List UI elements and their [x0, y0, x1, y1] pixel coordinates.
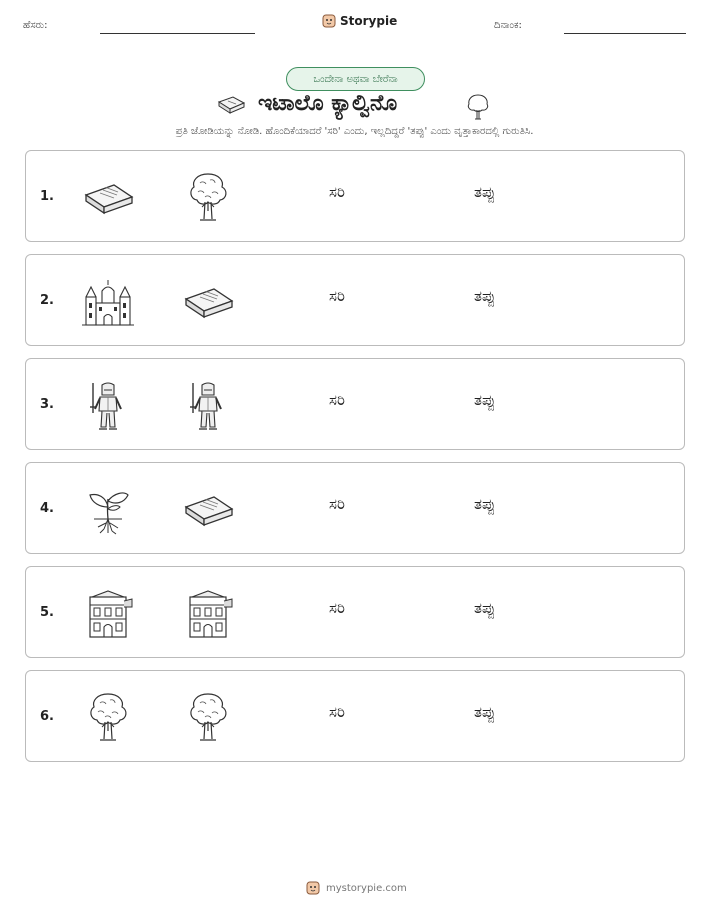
- tree-icon: [465, 92, 491, 122]
- choice-wrong[interactable]: ತಪ್ಪು: [474, 495, 496, 513]
- badge-label: ಒಂದೇನಾ ಅಥವಾ ಬೇರೆನಾ: [313, 73, 398, 85]
- brand-logo: [322, 13, 397, 29]
- book-icon: [180, 275, 236, 329]
- question-card-2: [25, 254, 685, 346]
- tree-icon: [180, 691, 236, 745]
- name-field[interactable]: [100, 33, 255, 34]
- castle-icon: [80, 275, 136, 329]
- choice-right[interactable]: ಸರಿ: [329, 495, 345, 513]
- choice-right[interactable]: ಸರಿ: [329, 287, 345, 305]
- question-card-1: [25, 150, 685, 242]
- name-label: ಹೆಸರು:: [23, 20, 48, 31]
- tree-icon: [80, 691, 136, 745]
- question-card-5: [25, 566, 685, 658]
- choice-right[interactable]: ಸರಿ: [329, 391, 345, 409]
- knight-icon: [180, 379, 236, 433]
- choice-right[interactable]: ಸರಿ: [329, 703, 345, 721]
- book-icon: [180, 483, 236, 537]
- date-label: ದಿನಾಂಕ:: [494, 20, 522, 31]
- choice-wrong[interactable]: ತಪ್ಪು: [474, 287, 496, 305]
- question-number: 5.: [40, 605, 54, 620]
- footer: [306, 880, 407, 896]
- title-row: [0, 91, 709, 121]
- question-number: 2.: [40, 293, 54, 308]
- choice-wrong[interactable]: ತಪ್ಪು: [474, 183, 496, 201]
- page-title: ಇಟಾಲೊ ಕ್ಯಾಲ್ವಿನೊ: [258, 91, 398, 116]
- building-icon: [180, 587, 236, 641]
- choice-wrong[interactable]: ತಪ್ಪು: [474, 391, 496, 409]
- question-card-4: [25, 462, 685, 554]
- footer-url[interactable]: mystorypie.com: [326, 882, 407, 894]
- date-field[interactable]: [564, 33, 686, 34]
- choice-right[interactable]: ಸರಿ: [329, 183, 345, 201]
- storypie-mascot-icon: [322, 13, 336, 29]
- choice-right[interactable]: ಸರಿ: [329, 599, 345, 617]
- brand-name: Storypie: [340, 14, 398, 28]
- building-icon: [80, 587, 136, 641]
- tree-icon: [180, 171, 236, 225]
- question-number: 4.: [40, 501, 54, 516]
- knight-icon: [80, 379, 136, 433]
- question-card-3: [25, 358, 685, 450]
- book-icon: [216, 94, 246, 118]
- question-number: 6.: [40, 709, 54, 724]
- worksheet-type-badge: [286, 67, 425, 91]
- question-number: 3.: [40, 397, 54, 412]
- instructions: ಪ್ರತಿ ಜೋಡಿಯನ್ನು ನೋಡಿ. ಹೊಂದಿಕೆಯಾದರೆ 'ಸರಿ' ಎಂದು, ಇಲ್ಲದಿದ್ದರೆ 'ತಪ್ಪು' ಎಂದು ವೃತ್ತಾಕಾರದಲ್ಲಿ ಗುರುತಿಸಿ.: [175, 126, 534, 137]
- book-icon: [80, 171, 136, 225]
- question-number: 1.: [40, 189, 54, 204]
- question-card-6: [25, 670, 685, 762]
- sprout-icon: [80, 483, 136, 537]
- choice-wrong[interactable]: ತಪ್ಪು: [474, 599, 496, 617]
- storypie-mascot-icon: [306, 880, 320, 896]
- choice-wrong[interactable]: ತಪ್ಪು: [474, 703, 496, 721]
